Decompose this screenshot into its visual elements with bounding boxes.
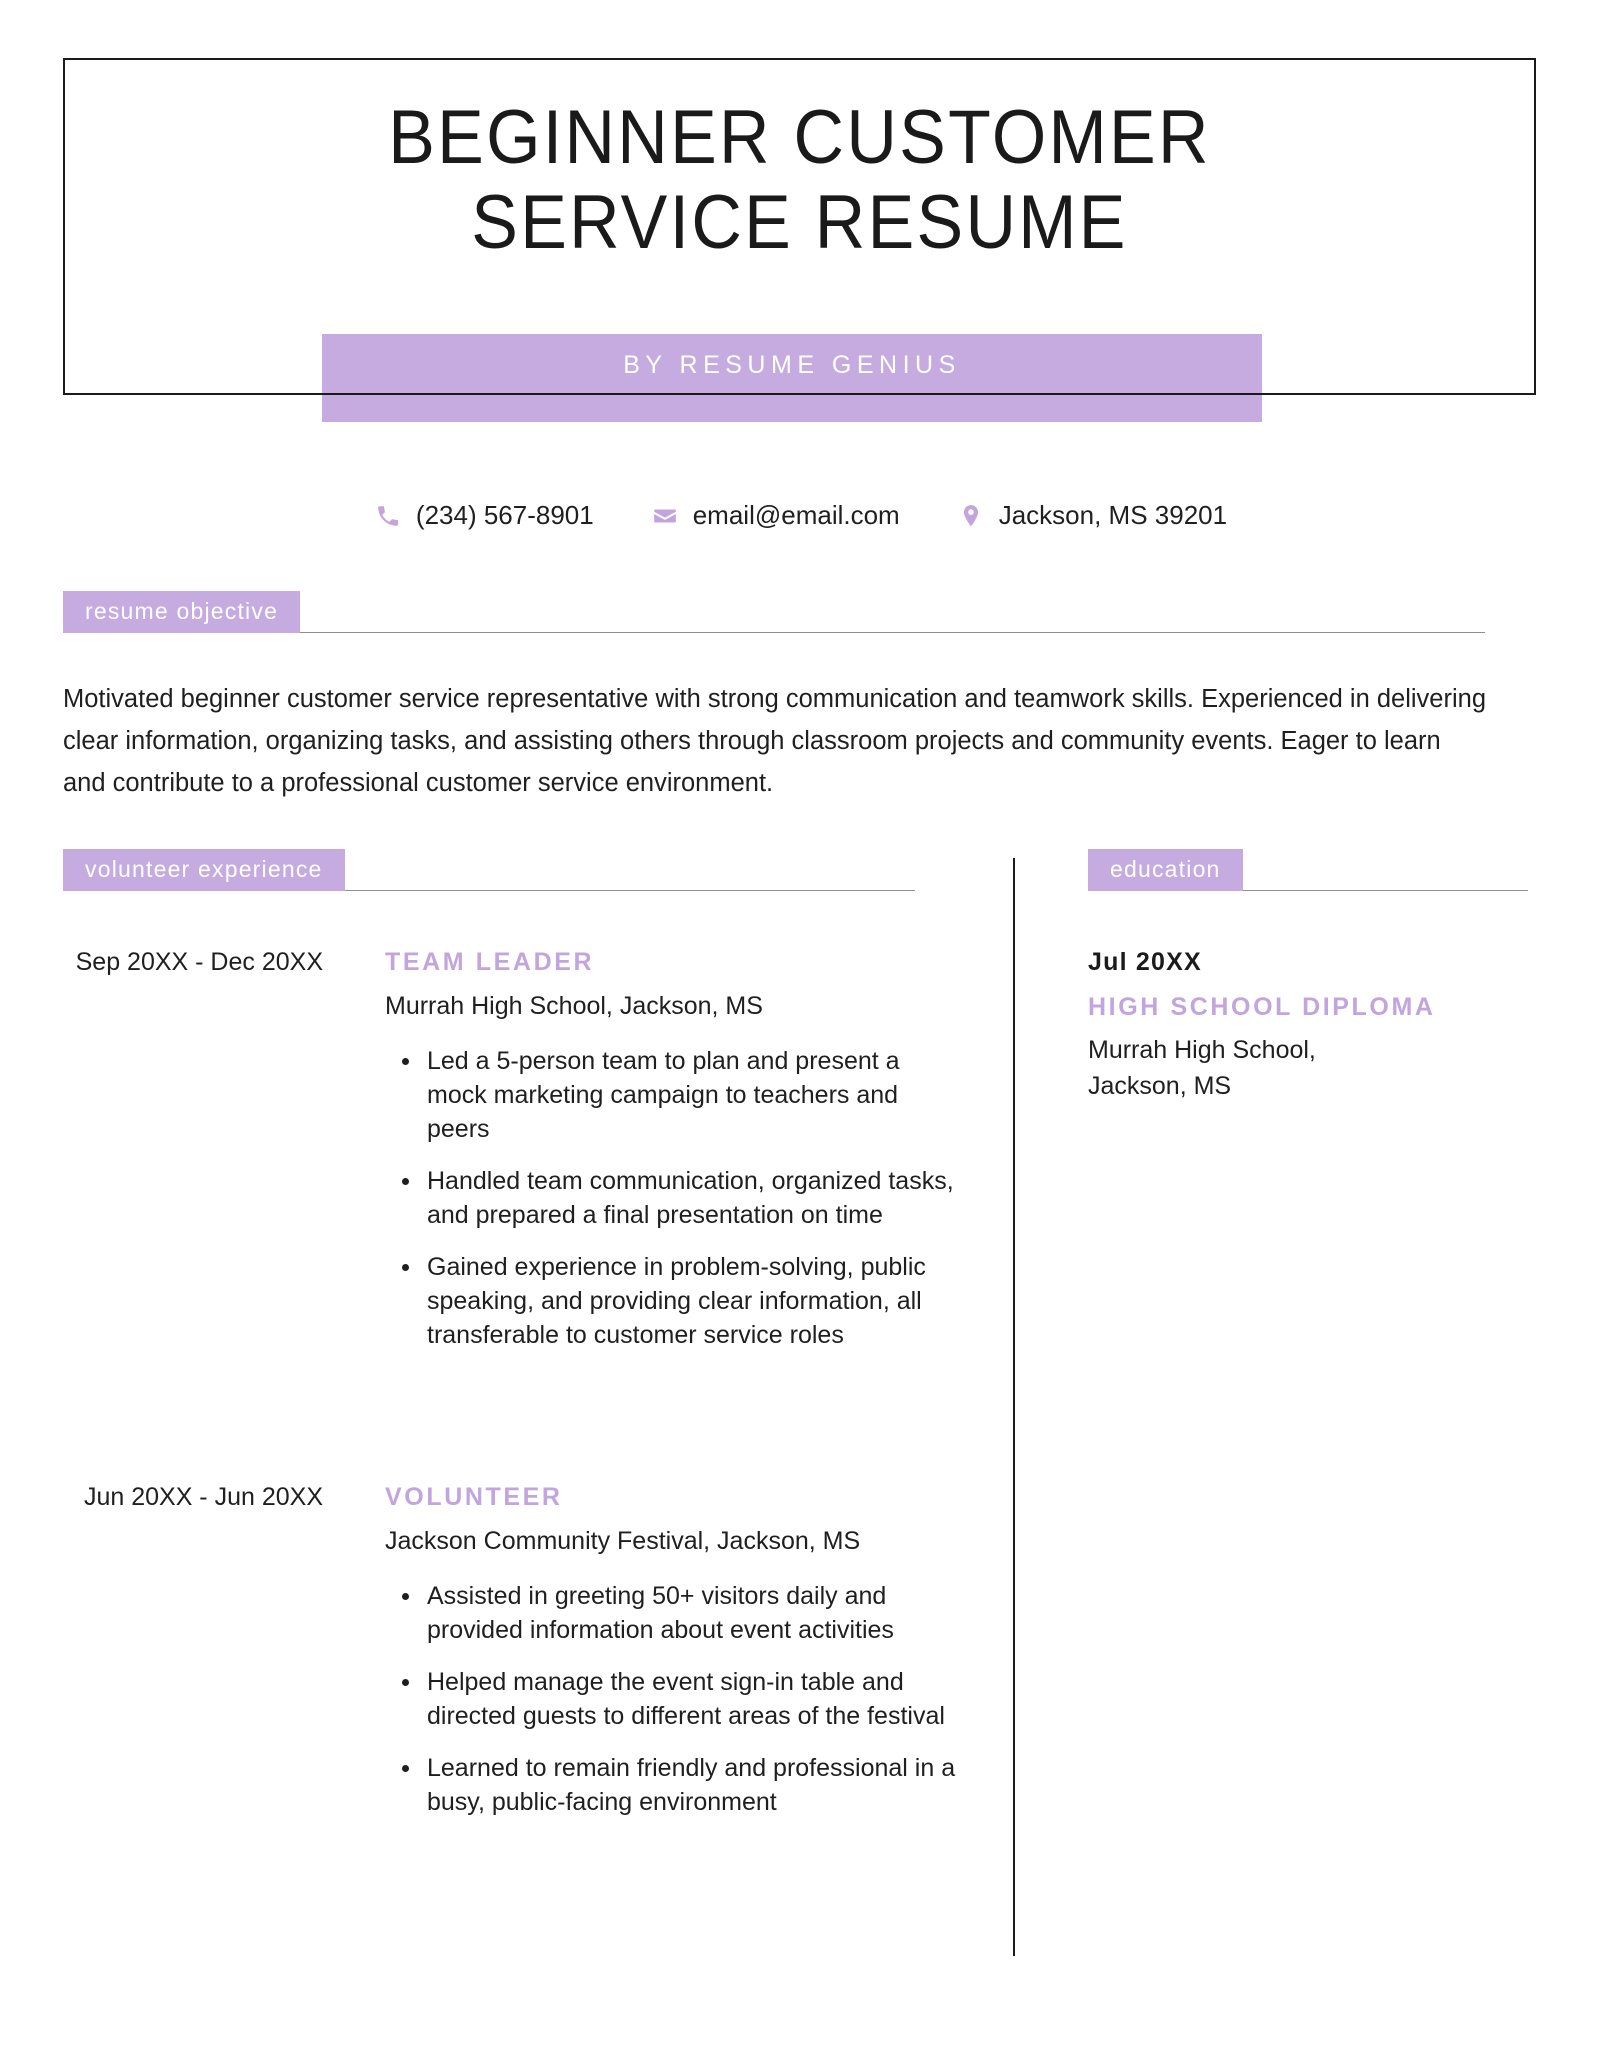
contact-location-text: Jackson, MS 39201: [998, 500, 1228, 530]
title-line-2: SERVICE RESUME: [471, 180, 1128, 266]
envelope-icon: [650, 501, 680, 531]
contact-email[interactable]: [650, 500, 900, 531]
experience-organization: Murrah High School, Jackson, MS: [385, 991, 763, 1020]
section-rule-objective: [300, 632, 1485, 633]
map-pin-icon: [956, 501, 986, 531]
contact-bar: [0, 500, 1600, 531]
experience-bullet-list: [385, 1579, 963, 1819]
column-divider: [1013, 858, 1015, 1956]
contact-location[interactable]: [956, 500, 1227, 531]
section-label-objective: resume objective: [63, 591, 300, 633]
section-header-objective: [63, 591, 1488, 633]
section-rule-volunteer-experience: [345, 890, 915, 891]
education-degree: HIGH SCHOOL DIPLOMA: [1088, 992, 1436, 1021]
contact-email-text: email@email.com: [692, 500, 900, 530]
experience-job-title: TEAM LEADER: [385, 948, 595, 976]
education-school-line-2: Jackson, MS: [1088, 1072, 1232, 1101]
experience-bullet-list: [385, 1044, 963, 1352]
education-date: Jul 20XX: [1088, 948, 1202, 976]
experience-bullet: Helped manage the event sign-in table and directed guests to different areas of the festival: [385, 1665, 963, 1733]
experience-bullet: Gained experience in problem-solving, public speaking, and providing clear information, all transferable to customer service roles: [385, 1250, 963, 1352]
byline-text: BY RESUME GENIUS: [623, 351, 961, 379]
section-label-education: education: [1088, 849, 1243, 891]
experience-bullet: Assisted in greeting 50+ visitors daily and provided information about event activities: [385, 1579, 963, 1647]
contact-phone[interactable]: [373, 500, 594, 531]
section-label-volunteer-experience: volunteer experience: [63, 849, 345, 891]
section-header-volunteer-experience: [63, 849, 948, 891]
page-title: [63, 95, 1536, 265]
experience-organization: Jackson Community Festival, Jackson, MS: [385, 1526, 861, 1555]
section-rule-education: [1243, 890, 1528, 891]
experience-bullet: Led a 5-person team to plan and present a mock marketing campaign to teachers and peers: [385, 1044, 963, 1146]
contact-phone-text: (234) 567-8901: [415, 500, 594, 530]
objective-paragraph: Motivated beginner customer service representative with strong communication and teamwork skills. Experienced in delivering clear information, organizing tasks, and assisting others through classroom projects and community events. Eager to learn and contribute to a professional customer service environment.: [63, 685, 1486, 798]
experience-job-title: VOLUNTEER: [385, 1483, 563, 1511]
experience-bullet: Learned to remain friendly and professional in a busy, public-facing environment: [385, 1751, 963, 1819]
experience-dates: Jun 20XX - Jun 20XX: [83, 1483, 323, 1511]
title-line-1: BEGINNER CUSTOMER: [388, 95, 1211, 180]
section-header-education: [1088, 849, 1538, 891]
education-school-line-1: Murrah High School,: [1088, 1036, 1316, 1064]
experience-main: [385, 946, 963, 1352]
experience-main: [385, 1481, 963, 1819]
education-entry: [1088, 946, 1518, 1105]
experience-dates: Sep 20XX - Dec 20XX: [75, 948, 323, 976]
phone-icon: [373, 501, 403, 531]
experience-bullet: Handled team communication, organized tasks, and prepared a final presentation on time: [385, 1164, 963, 1232]
